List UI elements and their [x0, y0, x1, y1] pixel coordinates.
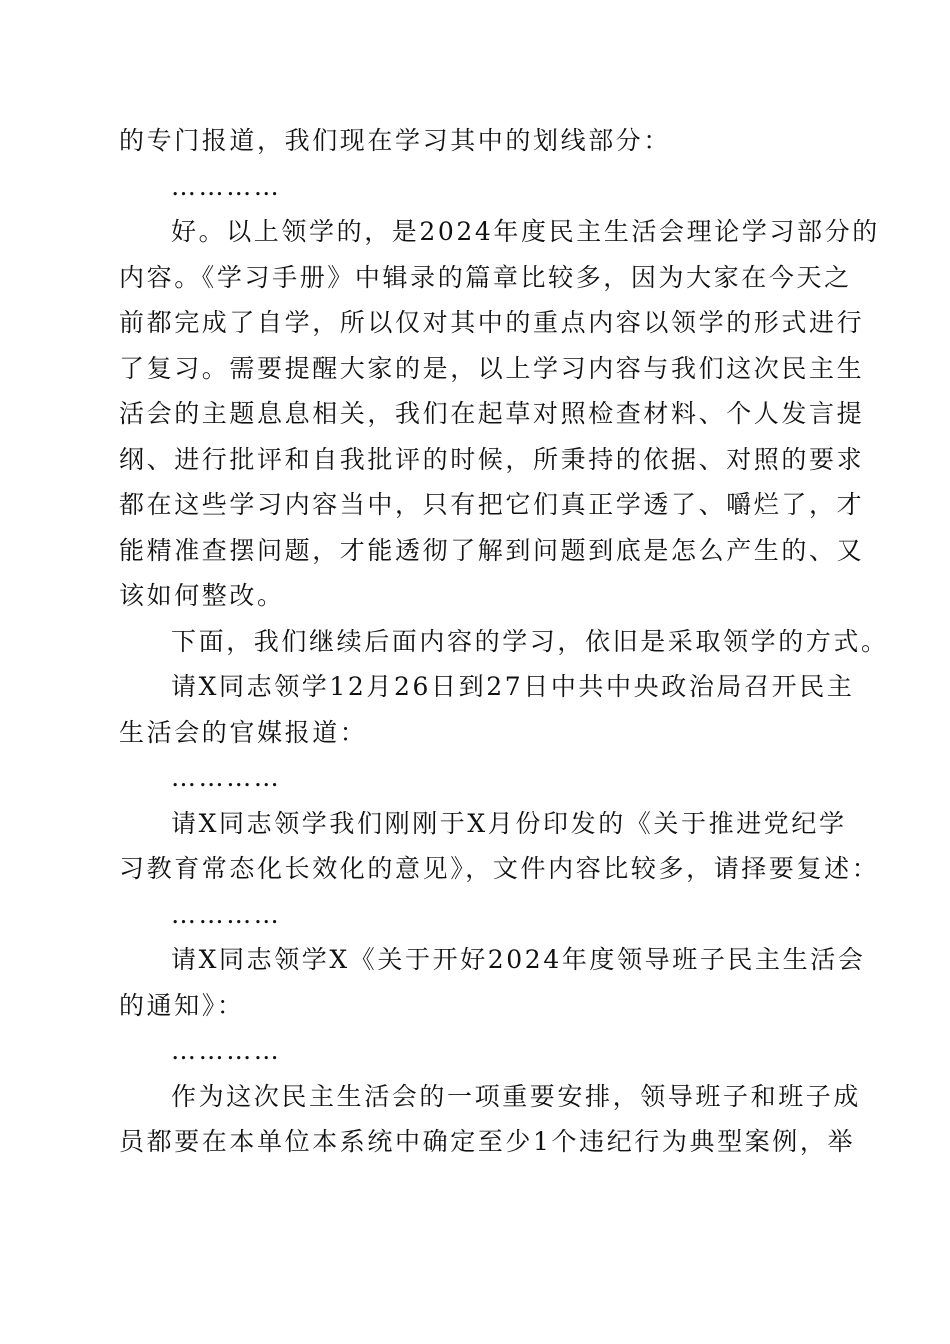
- paragraph-line: 习教育常态化长效化的意见》，文件内容比较多，请择要复述：: [119, 854, 880, 883]
- paragraph-line: 请X同志领学12月26日到27日中共中央政治局召开民主: [171, 672, 855, 701]
- paragraph-line: 纲、进行批评和自我批评的时候，所秉持的依据、对照的要求: [119, 444, 865, 474]
- paragraph-line: 的专门报道，我们现在学习其中的划线部分：: [119, 126, 672, 155]
- ellipsis-line: …………: [171, 763, 282, 792]
- paragraph-line: 作为这次民主生活会的一项重要安排，领导班子和班子成: [171, 1081, 862, 1111]
- paragraph-line: 活会的主题息息相关，我们在起草对照检查材料、个人发言提: [119, 399, 865, 428]
- paragraph-line: 请X同志领学我们刚刚于X月份印发的《关于推进党纪学: [171, 808, 847, 838]
- paragraph-line: 前都完成了自学，所以仅对其中的重点内容以领学的形式进行: [119, 308, 865, 337]
- paragraph-line: 生活会的官媒报道：: [119, 717, 368, 747]
- paragraph-line: 内容。《学习手册》中辑录的篇章比较多，因为大家在今天之: [119, 262, 852, 292]
- paragraph-line: 了复习。需要提醒大家的是，以上学习内容与我们这次民主生: [119, 353, 865, 383]
- paragraph-line: 请X同志领学X《关于开好2024年度领导班子民主生活会: [171, 945, 866, 974]
- paragraph-line: 员都要在本单位本系统中确定至少1个违纪行为典型案例，举: [119, 1127, 856, 1156]
- ellipsis-line: …………: [171, 899, 282, 929]
- paragraph-line: 的通知》：: [119, 990, 245, 1020]
- paragraph-line: 都在这些学习内容当中，只有把它们真正学透了、嚼烂了，才: [119, 490, 865, 519]
- paragraph-line: 下面，我们继续后面内容的学习，依旧是采取领学的方式。: [171, 626, 889, 656]
- ellipsis-line: …………: [171, 1036, 282, 1065]
- paragraph-line: 好。以上领学的，是2024年度民主生活会理论学习部分的: [171, 217, 880, 246]
- paragraph-line: 该如何整改。: [119, 581, 285, 610]
- document-body: [119, 118, 889, 1165]
- paragraph-line: 能精准查摆问题，才能透彻了解到问题到底是怎么产生的、又: [119, 535, 865, 565]
- ellipsis-line: …………: [171, 171, 282, 201]
